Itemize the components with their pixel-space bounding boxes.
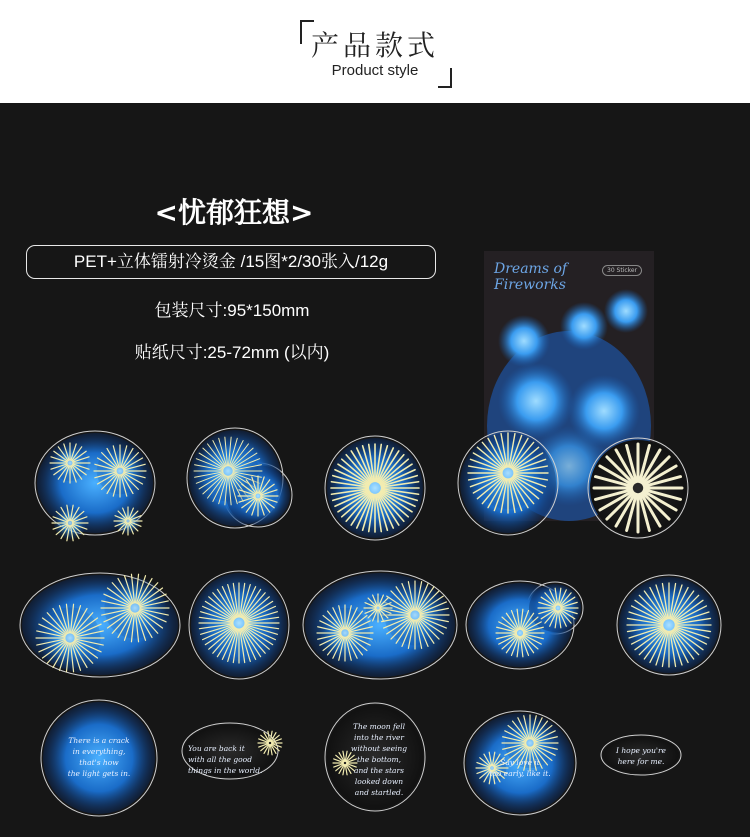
firework-sticker-4: [458, 431, 558, 535]
corner-bracket-bottom-right: [438, 68, 452, 88]
product-name: <忧郁狂想>: [154, 196, 314, 229]
sticker-size: 贴纸尺寸:25-72mm (以内): [134, 343, 330, 362]
firework-sticker-5: [588, 438, 688, 538]
firework-sticker-3: [325, 436, 425, 540]
quote-sticker-3: The moon fell into the river without seeing the bottom, and the stars looked down and startled.: [350, 722, 408, 797]
firework-sticker-2: [187, 428, 292, 528]
section-title: 产品款式: [310, 29, 439, 62]
firework-sticker-7: [189, 571, 289, 679]
quote-sticker-1: There is a crack in everything, that's how the light gets in.: [67, 736, 131, 778]
firework-sticker-6: [20, 573, 180, 677]
firework-sticker-10: [617, 575, 721, 675]
quote-sticker-4: Say love it too early, like it.: [489, 758, 551, 778]
section-subtitle: Product style: [331, 62, 419, 79]
package-size: 包装尺寸:95*150mm: [154, 301, 310, 320]
section-header: [0, 0, 750, 103]
firework-sticker-1: [35, 431, 155, 541]
firework-sticker-9: [466, 581, 583, 669]
package-badge: 30 Sticker: [602, 265, 642, 276]
product-spec: PET+立体镭射冷烫金 /15图*2/30张入/12g: [26, 245, 436, 279]
package-title: Dreams of Fireworks: [494, 261, 568, 293]
quote-sticker-5: I hope you're here for me.: [616, 746, 666, 766]
firework-sticker-8: [303, 571, 457, 679]
quote-sticker-2: You are back it with all the good things in the world.: [188, 744, 263, 775]
product-panel: [0, 103, 750, 837]
